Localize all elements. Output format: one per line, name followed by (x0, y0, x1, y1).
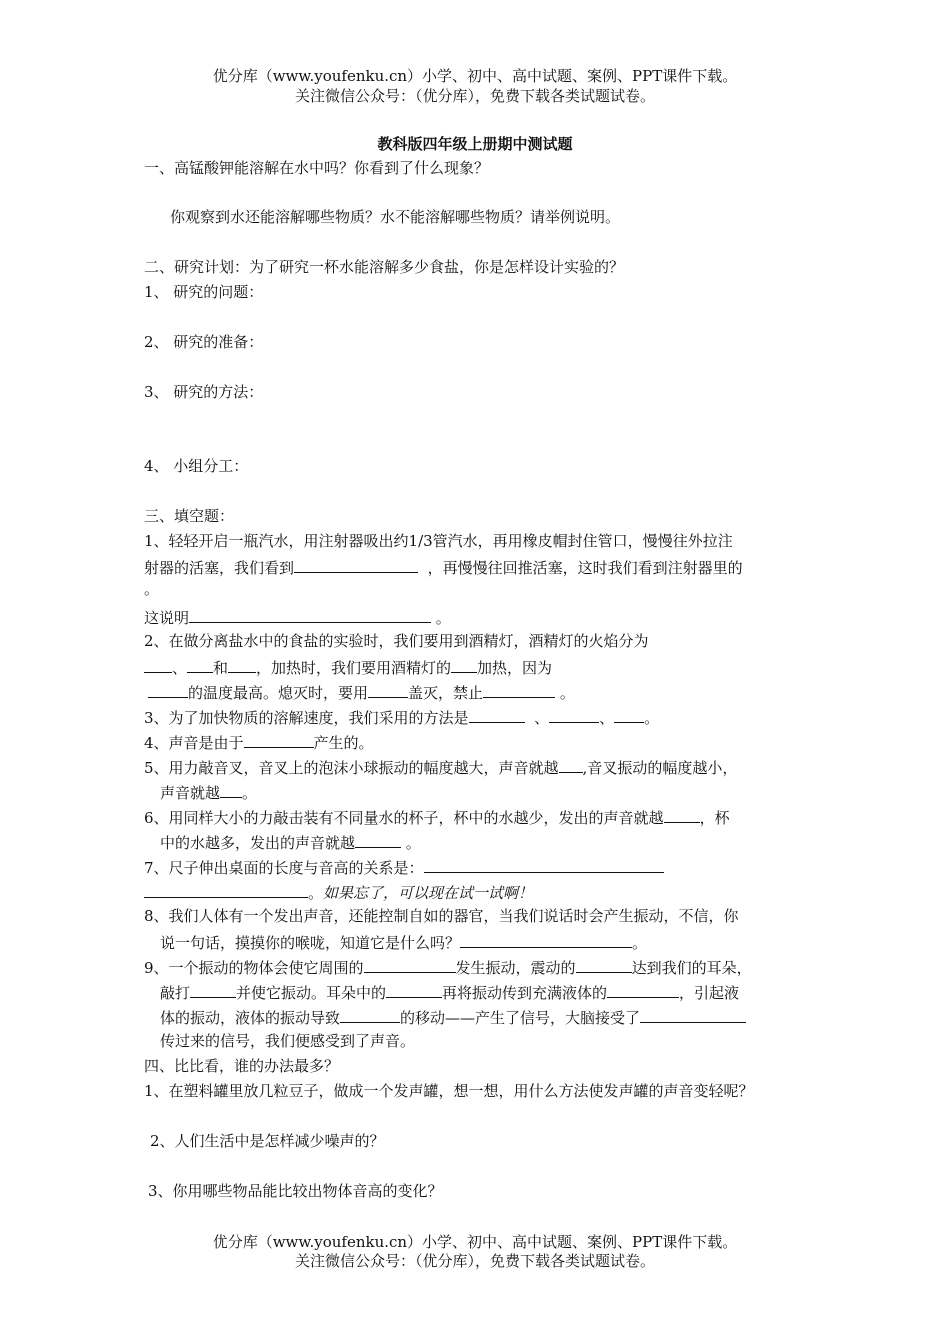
text: 并使它振动。耳朵中的 (236, 984, 387, 1002)
section1-question2: 你观察到水还能溶解哪些物质？水不能溶解哪些物质？请举例说明。 (170, 208, 621, 226)
text: 、 (172, 659, 188, 677)
text: 7、尺子伸出桌面的长度与音高的关系是： (144, 859, 424, 877)
fill-q9-line3 (160, 1006, 746, 1028)
section4-question1: 1、在塑料罐里放几粒豆子，做成一个发声罐，想一想，用什么方法使发声罐的声音变轻呢？ (144, 1082, 754, 1100)
answer-blank[interactable] (469, 706, 525, 723)
text: 4、声音是由于 (144, 734, 244, 752)
answer-blank[interactable] (190, 981, 236, 998)
section2-item3: 3、 研究的方法： (144, 383, 264, 401)
text: 。 (405, 834, 421, 852)
answer-blank[interactable] (559, 756, 583, 773)
text: 声音就越 (160, 784, 221, 802)
text: 。 (559, 684, 575, 702)
answer-blank[interactable] (144, 881, 308, 898)
answer-blank[interactable] (607, 981, 679, 998)
page-title: 教科版四年级上册期中测试题 (377, 135, 573, 153)
text: 射器的活塞，我们看到 (144, 559, 295, 577)
fill-q1-line2 (144, 556, 743, 578)
section4-heading: 四、比比看，谁的办法最多？ (144, 1057, 340, 1075)
answer-blank[interactable] (294, 556, 418, 573)
fill-q2-line2 (144, 656, 552, 678)
fill-q6-line2 (160, 831, 421, 853)
text: 再将振动传到充满液体的 (442, 984, 608, 1002)
section2-item2: 2、 研究的准备： (144, 333, 264, 351)
fill-q3 (144, 706, 659, 728)
answer-blank[interactable] (576, 956, 632, 973)
answer-blank[interactable] (340, 1006, 400, 1023)
answer-blank[interactable] (451, 656, 477, 673)
text: 。 (435, 609, 451, 627)
text: 说一句话，摸摸你的喉咙，知道它是什么吗？ (160, 934, 461, 952)
text: 盖灭，禁止 (408, 684, 484, 702)
answer-blank[interactable] (664, 806, 700, 823)
text: 、 (534, 709, 550, 727)
fill-q4 (144, 731, 374, 753)
fill-q9-line1 (144, 956, 752, 978)
text: ，再慢慢往回推活塞，这时我们看到注射器里的 (427, 559, 743, 577)
text: 。 (242, 784, 258, 802)
text: 这说明 (144, 609, 190, 627)
answer-blank[interactable] (187, 656, 213, 673)
header-line-2: 关注微信公众号：（优分库），免费下载各类试题试卷。 (294, 87, 655, 105)
text: ，加热时，我们要用酒精灯的 (256, 659, 452, 677)
hint-text: 如果忘了，可以现在试一试啊！ (323, 884, 534, 902)
fill-q9-line4: 传过来的信号，我们便感受到了声音。 (160, 1032, 416, 1050)
answer-blank[interactable] (614, 706, 644, 723)
text: 5、用力敲音叉，音叉上的泡沫小球振动的幅度越大，声音就越 (144, 759, 559, 777)
text: 敲打 (160, 984, 191, 1002)
text: 。 (308, 884, 324, 902)
answer-blank[interactable] (386, 981, 442, 998)
fill-q7-line1 (144, 856, 664, 878)
answer-blank[interactable] (640, 1006, 746, 1023)
text: 达到我们的耳朵， (631, 959, 752, 977)
fill-q5-line1 (144, 756, 737, 778)
text: 、 (599, 709, 615, 727)
text: 中的水越多，发出的声音就越 (160, 834, 356, 852)
answer-blank[interactable] (424, 856, 664, 873)
answer-blank[interactable] (368, 681, 408, 698)
text: 的温度最高。熄灭时，要用 (188, 684, 369, 702)
section2-item4: 4、 小组分工： (144, 457, 249, 475)
text: 的移动——产生了信号，大脑接受了 (400, 1009, 641, 1027)
fill-q2-line3 (148, 681, 575, 703)
footer-line-2: 关注微信公众号：（优分库），免费下载各类试题试卷。 (294, 1252, 655, 1270)
answer-blank[interactable] (244, 731, 314, 748)
fill-q5-line2 (160, 781, 257, 803)
footer-line-1: 优分库（www.youfenku.cn）小学、初中、高中试题、案例、PPT课件下载。 (212, 1233, 738, 1251)
fill-q2-line1: 2、在做分离盐水中的食盐的实验时，我们要用到酒精灯，酒精灯的火焰分为 (144, 632, 649, 650)
answer-blank[interactable] (549, 706, 599, 723)
section4-question3: 3、你用哪些物品能比较出物体音高的变化？ (148, 1182, 443, 1200)
answer-blank[interactable] (189, 606, 431, 623)
answer-blank[interactable] (364, 956, 456, 973)
section3-heading: 三、填空题： (144, 507, 235, 525)
section4-question2: 2、人们生活中是怎样减少噪声的？ (150, 1132, 385, 1150)
text: 。 (644, 709, 660, 727)
fill-q8-line2 (160, 931, 647, 953)
text: 和 (213, 659, 229, 677)
text: 6、用同样大小的力敲击装有不同量水的杯子，杯中的水越少，发出的声音就越 (144, 809, 664, 827)
text: 3、为了加快物质的溶解速度，我们采用的方法是 (144, 709, 469, 727)
section1-question1: 一、高锰酸钾能溶解在水中吗？你看到了什么现象？ (144, 159, 490, 177)
fill-q1-line3: 。 (144, 580, 160, 598)
answer-blank[interactable] (460, 931, 632, 948)
text: ，引起液 (679, 984, 740, 1002)
text: 加热，因为 (477, 659, 553, 677)
fill-q7-line2 (144, 881, 533, 903)
section2-heading: 二、研究计划：为了研究一杯水能溶解多少食盐，你是怎样设计实验的？ (144, 258, 625, 276)
text: 发生振动，震动的 (455, 959, 576, 977)
text: 产生的。 (313, 734, 374, 752)
answer-blank[interactable] (355, 831, 401, 848)
text: 体的振动，液体的振动导致 (160, 1009, 341, 1027)
answer-blank[interactable] (144, 656, 172, 673)
fill-q1-line1: 1、轻轻开启一瓶汽水，用注射器吸出约1/3管汽水，再用橡皮帽封住管口，慢慢往外拉注 (144, 532, 733, 550)
text: 。 (632, 934, 648, 952)
fill-q8-line1: 8、我们人体有一个发出声音，还能控制自如的器官，当我们说话时会产生振动，不信，你 (144, 907, 739, 925)
text: ，杯 (699, 809, 730, 827)
fill-q9-line2 (160, 981, 739, 1003)
answer-blank[interactable] (148, 681, 188, 698)
answer-blank[interactable] (228, 656, 256, 673)
section2-item1: 1、 研究的问题： (144, 283, 264, 301)
fill-q1-line4 (144, 606, 451, 628)
text: ,音叉振动的幅度越小， (582, 759, 738, 777)
answer-blank[interactable] (483, 681, 555, 698)
header-line-1: 优分库（www.youfenku.cn）小学、初中、高中试题、案例、PPT课件下载。 (212, 67, 738, 85)
answer-blank[interactable] (220, 781, 242, 798)
text: 9、一个振动的物体会使它周围的 (144, 959, 364, 977)
fill-q6-line1 (144, 806, 730, 828)
